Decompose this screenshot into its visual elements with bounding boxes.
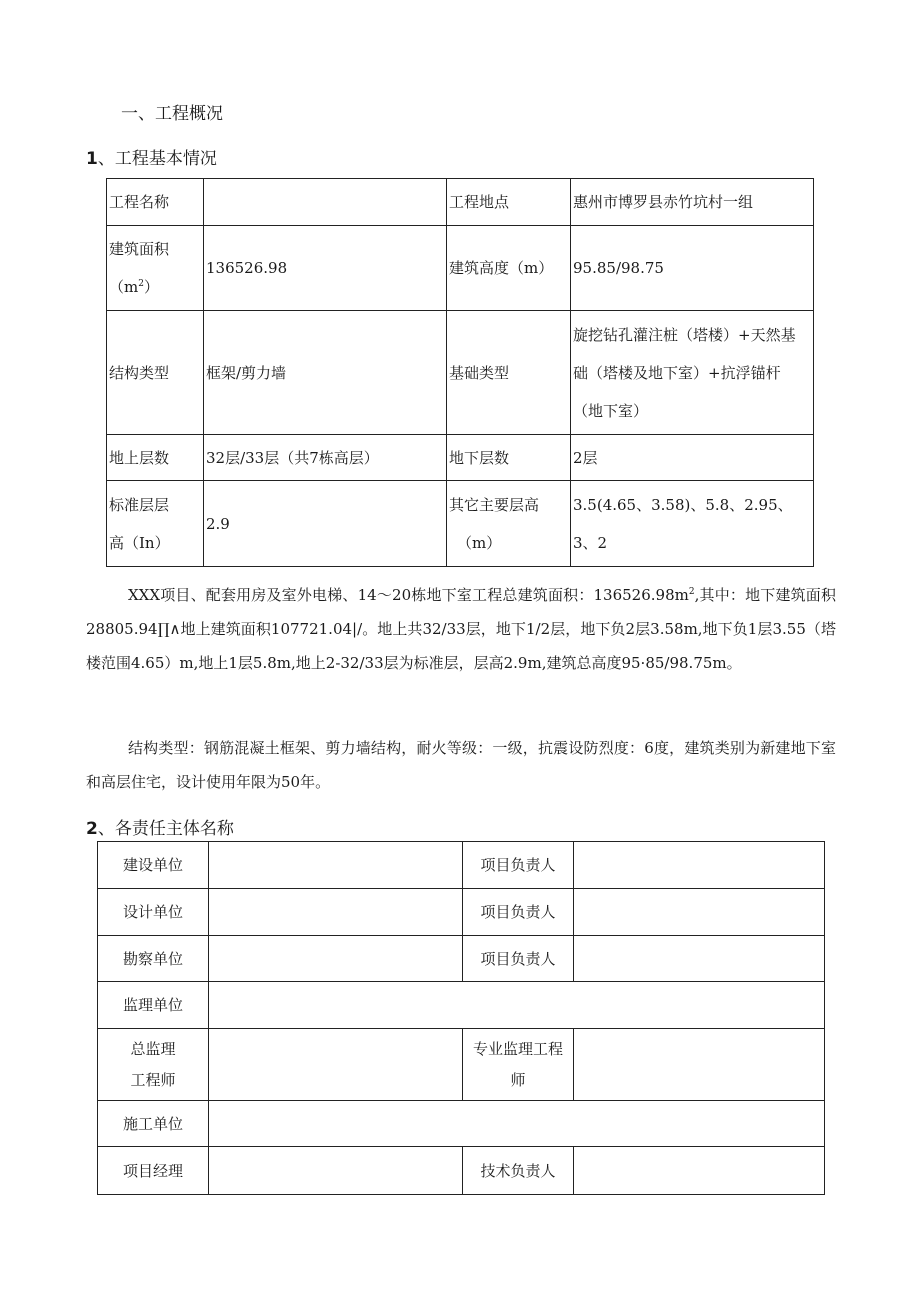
subsection-number: 1: [86, 149, 98, 169]
value-standard-floor-height: 2.9: [204, 481, 447, 567]
paragraph-area-summary: XXX项目、配套用房及室外电梯、14～20栋地下室工程总建筑面积：$136526.98m^2$,其中：地下建筑面积28805.94∏∧地上建筑面积107721.04|/。地上共32/33层，地下1/2层，地下负2层3.58m,地下负1层3.55（塔楼范围4.65）m,地上1层5.8m,地上2-32/33层为标准层，层高2.9m,建筑总高度95·85/98.75m。: [86, 586, 836, 672]
label-project-location: 工程地点: [447, 179, 571, 226]
subsection-heading-responsible-parties: [86, 817, 234, 841]
label-floors-below-ground: 地下层数: [447, 435, 571, 481]
value-building-height: 95.85/98.75: [571, 226, 814, 311]
value-foundation-type: 旋挖钻孔灌注桩（塔楼）+天然基 础（塔楼及地下室）+抗浮锚杆 （地下室）: [571, 311, 814, 435]
subsection-number: 2: [86, 819, 98, 839]
section-heading-overview: 一、工程概况: [121, 104, 223, 124]
value-floors-above-ground: 32层/33层（共7栋高层）: [204, 435, 447, 481]
label-building-height: 建筑高度（m）: [447, 226, 571, 311]
label-standard-floor-height: 标准层层 高（In）: [107, 481, 204, 567]
value-specialist-supervisor: [574, 1029, 825, 1101]
label-project-name: 工程名称: [107, 179, 204, 226]
value-structure-type: 框架/剪力墙: [204, 311, 447, 435]
responsible-parties-table: [97, 841, 825, 1195]
value-project-lead: [574, 842, 825, 889]
value-contractor-unit: [209, 1101, 825, 1147]
value-chief-supervisor: [209, 1029, 463, 1101]
value-design-project-lead: [574, 889, 825, 936]
label-design-unit: 设计单位: [98, 889, 209, 936]
label-other-floor-heights: 其它主要层高 （m）: [447, 481, 571, 567]
label-specialist-supervisor: 专业监理工程 师: [463, 1029, 574, 1101]
label-building-area: 建筑面积 $(m^2)$: [107, 226, 204, 311]
label-project-lead: 项目负责人: [463, 842, 574, 889]
value-supervision-unit: [209, 982, 825, 1029]
label-supervision-unit: 监理单位: [98, 982, 209, 1029]
subsection-heading-basic-info: [86, 147, 217, 171]
value-survey-unit: [209, 936, 463, 982]
value-project-location: 惠州市博罗县赤竹坑村一组: [571, 179, 814, 226]
label-project-lead: 项目负责人: [463, 936, 574, 982]
subsection-title: 、各责任主体名称: [97, 819, 234, 839]
label-survey-unit: 勘察单位: [98, 936, 209, 982]
label-structure-type: 结构类型: [107, 311, 204, 435]
value-design-unit: [209, 889, 463, 936]
value-project-name: [204, 179, 447, 226]
label-project-manager: 项目经理: [98, 1147, 209, 1195]
project-basic-info-table: [106, 178, 814, 567]
subsection-title: 、工程基本情况: [97, 149, 217, 169]
value-project-manager: [209, 1147, 463, 1195]
value-building-area: 136526.98: [204, 226, 447, 311]
label-foundation-type: 基础类型: [447, 311, 571, 435]
label-technical-lead: 技术负责人: [463, 1147, 574, 1195]
value-technical-lead: [574, 1147, 825, 1195]
value-other-floor-heights: 3.5(4.65、3.58)、5.8、2.95、 3、2: [571, 481, 814, 567]
value-survey-project-lead: [574, 936, 825, 982]
value-floors-below-ground: 2层: [571, 435, 814, 481]
label-contractor-unit: 施工单位: [98, 1101, 209, 1147]
label-project-lead: 项目负责人: [463, 889, 574, 936]
paragraph-structure-summary: 结构类型：钢筋混凝土框架、剪力墙结构，耐火等级：一级，抗震设防烈度：6度，建筑类别为新建地下室和高层住宅，设计使用年限为50年。: [86, 739, 836, 791]
value-construction-unit: [209, 842, 463, 889]
label-chief-supervisor: 总监理 工程师: [98, 1029, 209, 1101]
label-floors-above-ground: 地上层数: [107, 435, 204, 481]
label-construction-unit: 建设单位: [98, 842, 209, 889]
